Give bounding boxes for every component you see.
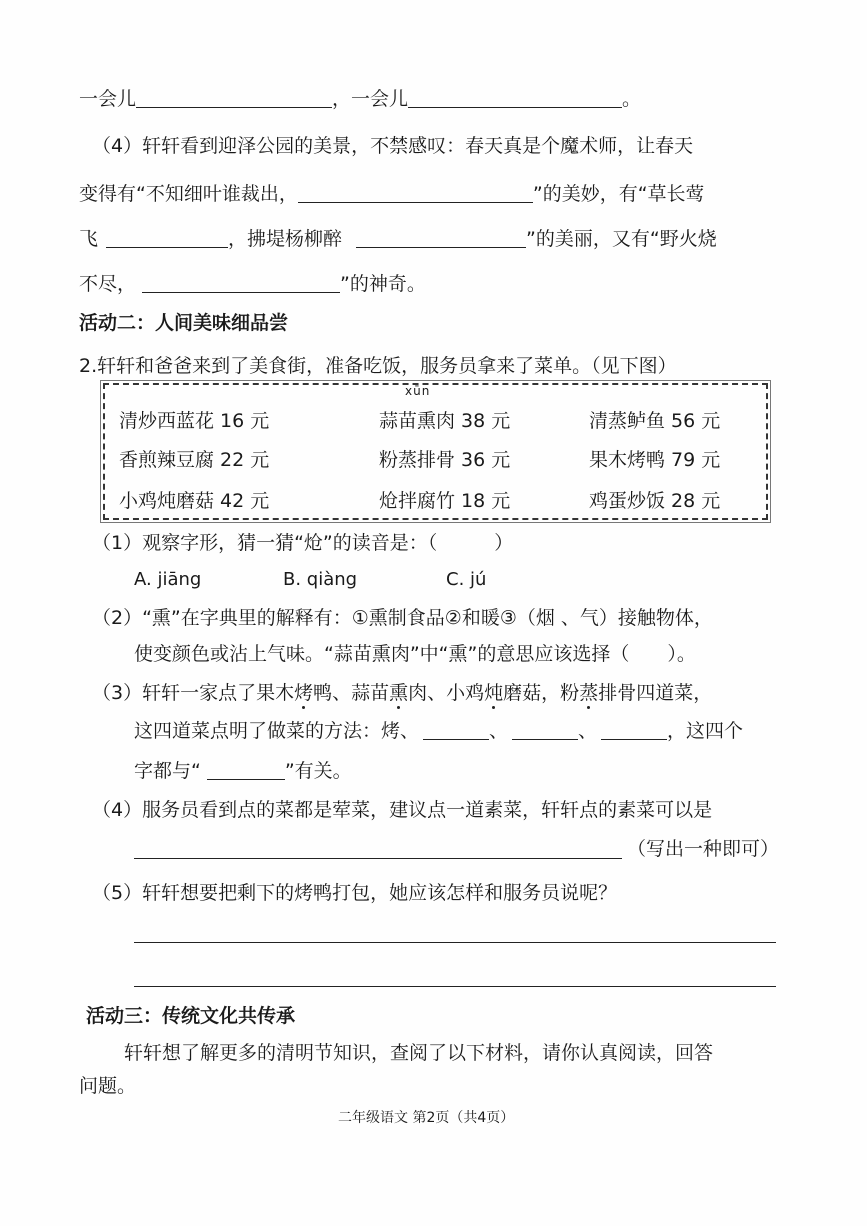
sub-question-3-line-3 [134,758,352,784]
sub-question-1: （1）观察字形，猜一猜“炝”的读音是：（ ） [92,532,514,554]
sub-question-4-line-1: （4）服务员看到点的菜都是荤菜，建议点一道素菜，轩轩点的素菜可以是 [92,799,713,821]
separator: 、 [489,720,509,742]
answer-blank[interactable] [601,719,667,740]
option-c[interactable]: C. jú [446,569,487,590]
sub-question-3-text: ”有关。 [284,760,352,782]
q4-line-1: （4）轩轩看到迎泽公园的美景，不禁感叹：春天真是个魔术师，让春天 [92,135,694,157]
q4-line-4-text: 不尽， [79,273,137,295]
menu-box [103,383,768,520]
sub-question-5: （5）轩轩想要把剩下的烤鸭打包，她应该怎样和服务员说呢？ [92,882,618,904]
q4-line-3-mid: ，拂堤杨柳醉 [228,228,343,250]
sub-question-2-line-2: 使变颜色或沾上气味。“蒜苗熏肉”中“熏”的意思应该选择（ ）。 [134,643,696,665]
answer-blank[interactable] [423,719,489,740]
sub-question-3-text: 排骨四道菜， [598,682,713,704]
menu-item: 清蒸鲈鱼 56 元 [589,410,721,432]
sub-question-3-text: 磨菇，粉 [503,682,580,704]
sub-question-2-line-1: （2）“熏”在字典里的解释有：①熏制食品②和暖③（烟 、气）接触物体， [92,607,713,629]
q1-sep: ，一会儿 [332,88,409,110]
option-b[interactable]: B. qiàng [283,569,358,590]
q4-line-2 [79,181,705,207]
menu-item: 果木烤鸭 79 元 [589,449,721,471]
option-a[interactable]: A. jiāng [134,569,202,590]
sub-question-4-hint: （写出一种即可） [627,838,780,860]
sub-question-3-text: 这四道菜点明了做菜的方法：烤、 [134,720,420,742]
sub-question-3-text: 字都与“ [134,760,201,782]
q4-line-4 [79,271,426,297]
menu-item: 鸡蛋炒饭 28 元 [589,490,721,512]
menu-item: 蒜苗熏肉 38 元 [379,410,511,432]
q1-end: 。 [622,88,642,110]
answer-line[interactable] [134,986,776,987]
activity-3-line-2: 问题。 [79,1075,137,1097]
answer-line[interactable] [134,858,622,859]
emphasis-char: 蒸 [579,682,599,704]
answer-line[interactable] [134,942,776,943]
emphasis-char: 熏 [389,682,409,704]
q4-line-3-end: ”的美丽，又有“野火烧 [526,228,717,250]
q4-line-4-end: ”的神奇。 [340,273,426,295]
activity-3-line-1: 轩轩想了解更多的清明节知识，查阅了以下材料，请你认真阅读，回答 [124,1042,714,1064]
q4-line-3 [79,226,717,252]
q1-prefix: 一会儿 [79,88,137,110]
answer-blank[interactable] [142,272,340,293]
sub-question-3-text: ，这四个 [667,720,744,742]
sub-question-3-line-2 [134,718,743,744]
q4-line-3-text: 飞 [79,228,99,250]
menu-item: 香煎辣豆腐 22 元 [119,449,270,471]
separator: 、 [578,720,598,742]
menu-item: 清炒西蓝花 16 元 [119,410,270,432]
menu-item: 小鸡炖磨菇 42 元 [119,490,270,512]
activity-2-heading: 活动二：人间美味细品尝 [79,312,289,334]
activity-3-heading: 活动三：传统文化共传承 [86,1005,296,1027]
menu-item: 粉蒸排骨 36 元 [379,449,511,471]
answer-blank[interactable] [106,227,228,248]
sub-question-3-text: 鸭、蒜苗 [313,682,390,704]
sub-question-3-text: 肉、小鸡 [408,682,485,704]
answer-blank[interactable] [298,182,533,203]
answer-blank[interactable] [408,87,622,108]
answer-blank[interactable] [207,759,285,780]
q4-line-2-text: 变得有“不知细叶谁裁出， [79,183,298,205]
sub-question-3-line-1 [92,680,712,706]
menu-pinyin: xūn [405,384,431,398]
emphasis-char: 烤 [294,682,314,704]
answer-blank[interactable] [512,719,578,740]
emphasis-char: 炖 [484,682,504,704]
menu-item: 炝拌腐竹 18 元 [379,490,511,512]
question-2-intro: 2.轩轩和爸爸来到了美食街，准备吃饭，服务员拿来了菜单。（见下图） [79,355,677,377]
sub-question-3-text: （3）轩轩一家点了果木 [92,682,295,704]
answer-blank[interactable] [356,227,526,248]
q1-line [79,86,641,112]
answer-blank[interactable] [136,87,332,108]
page-footer: 二年级语文 第2页（共4页） [338,1110,515,1126]
q4-line-2-end: ”的美妙，有“草长莺 [532,183,705,205]
